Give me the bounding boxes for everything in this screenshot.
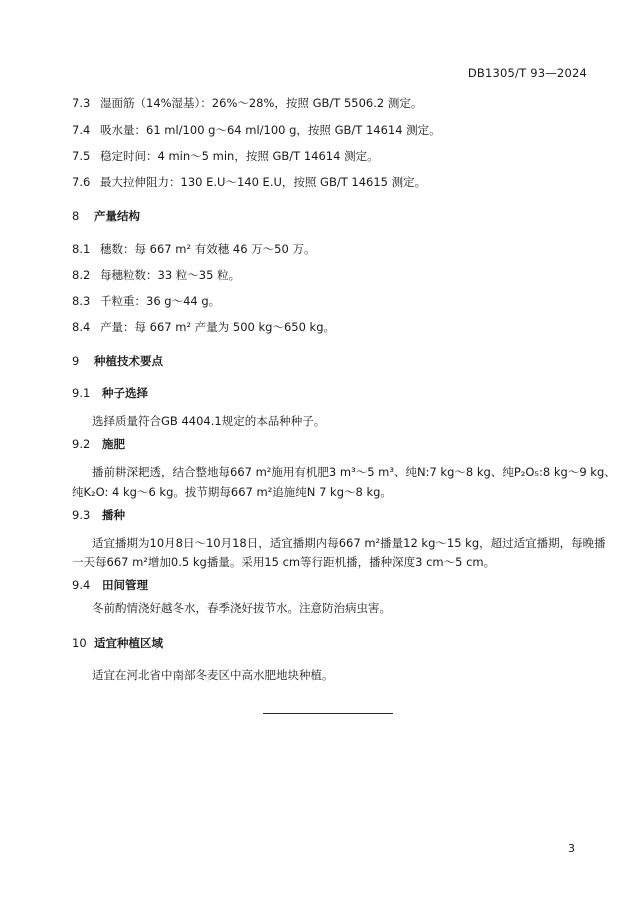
document-code: DB1305/T 93—2024 xyxy=(467,66,587,80)
clause-text: 穗数：每 667 m² 有效穗 46 万～50 万。 xyxy=(100,242,316,256)
section-9-heading xyxy=(72,354,163,368)
subsection-number: 9.4 xyxy=(72,578,91,592)
section-10-heading xyxy=(72,636,163,650)
subsection-number: 9.2 xyxy=(72,437,91,451)
subsection-title: 种子选择 xyxy=(102,386,148,400)
clause-text: 吸水量：61 ml/100 g～64 ml/100 g，按照 GB/T 14614 测定。 xyxy=(100,123,441,137)
page-number: 3 xyxy=(568,842,575,855)
clause-number: 7.5 xyxy=(72,149,91,163)
clause-8-4 xyxy=(72,320,336,334)
clause-number: 7.6 xyxy=(72,175,91,189)
subsection-9-4-heading xyxy=(72,578,148,592)
subsection-9-3-heading xyxy=(72,508,125,522)
clause-text: 每穗粒数：33 粒～35 粒。 xyxy=(100,268,241,282)
section-8-heading xyxy=(72,209,140,223)
clause-number: 8.3 xyxy=(72,294,91,308)
section-title: 产量结构 xyxy=(94,209,140,223)
clause-number: 8.2 xyxy=(72,268,91,282)
clause-number: 7.3 xyxy=(72,96,91,110)
clause-text: 千粒重：36 g～44 g。 xyxy=(100,294,221,308)
clause-number: 7.4 xyxy=(72,123,91,137)
subsection-9-4-text: 冬前酌情浇好越冬水，春季浇好拔节水。注意防治病虫害。 xyxy=(92,601,391,615)
section-number: 10 xyxy=(72,636,87,650)
clause-text: 最大拉伸阻力：130 E.U～140 E.U，按照 GB/T 14615 测定。 xyxy=(100,175,427,189)
subsection-9-1-text: 选择质量符合GB 4404.1规定的本品种种子。 xyxy=(92,414,326,428)
clause-text: 湿面筋（14%湿基）：26%～28%，按照 GB/T 5506.2 测定。 xyxy=(100,96,423,110)
clause-text: 产量：每 667 m² 产量为 500 kg～650 kg。 xyxy=(100,320,336,334)
section-title: 适宜种植区域 xyxy=(94,636,163,650)
section-title: 种植技术要点 xyxy=(94,354,163,368)
section-number: 8 xyxy=(72,209,80,223)
clause-8-1 xyxy=(72,242,316,256)
clause-text: 稳定时间：4 min～5 min，按照 GB/T 14614 测定。 xyxy=(100,149,379,163)
clause-7-4 xyxy=(72,123,441,137)
subsection-9-3-text-line2: 一天每667 m²增加0.5 kg播量。采用15 cm等行距机播，播种深度3 cm～5 cm。 xyxy=(72,555,496,569)
subsection-9-2-heading xyxy=(72,437,125,451)
clause-number: 8.1 xyxy=(72,242,91,256)
clause-7-5 xyxy=(72,149,379,163)
subsection-9-2-text-line1: 播前耕深耙透，结合整地每667 m²施用有机肥3 m³～5 m³、纯N:7 kg～8 kg、纯P₂O₅:8 kg～9 kg、 xyxy=(92,465,616,479)
subsection-number: 9.1 xyxy=(72,386,91,400)
subsection-number: 9.3 xyxy=(72,508,91,522)
subsection-title: 施肥 xyxy=(102,437,125,451)
end-of-document-rule xyxy=(263,713,393,714)
subsection-title: 播种 xyxy=(102,508,125,522)
subsection-9-2-text-line2: 纯K₂O: 4 kg～6 kg。拔节期每667 m²追施纯N 7 kg～8 kg。 xyxy=(72,485,392,499)
clause-7-6 xyxy=(72,175,427,189)
clause-8-3 xyxy=(72,294,221,308)
clause-7-3 xyxy=(72,96,423,110)
subsection-title: 田间管理 xyxy=(102,578,148,592)
section-number: 9 xyxy=(72,354,80,368)
subsection-9-1-heading xyxy=(72,386,148,400)
section-10-text: 适宜在河北省中南部冬麦区中高水肥地块种植。 xyxy=(92,668,334,682)
clause-8-2 xyxy=(72,268,241,282)
clause-number: 8.4 xyxy=(72,320,91,334)
subsection-9-3-text-line1: 适宜播期为10月8日～10月18日，适宜播期内每667 m²播量12 kg～15 kg，超过适宜播期，每晚播 xyxy=(92,536,606,550)
